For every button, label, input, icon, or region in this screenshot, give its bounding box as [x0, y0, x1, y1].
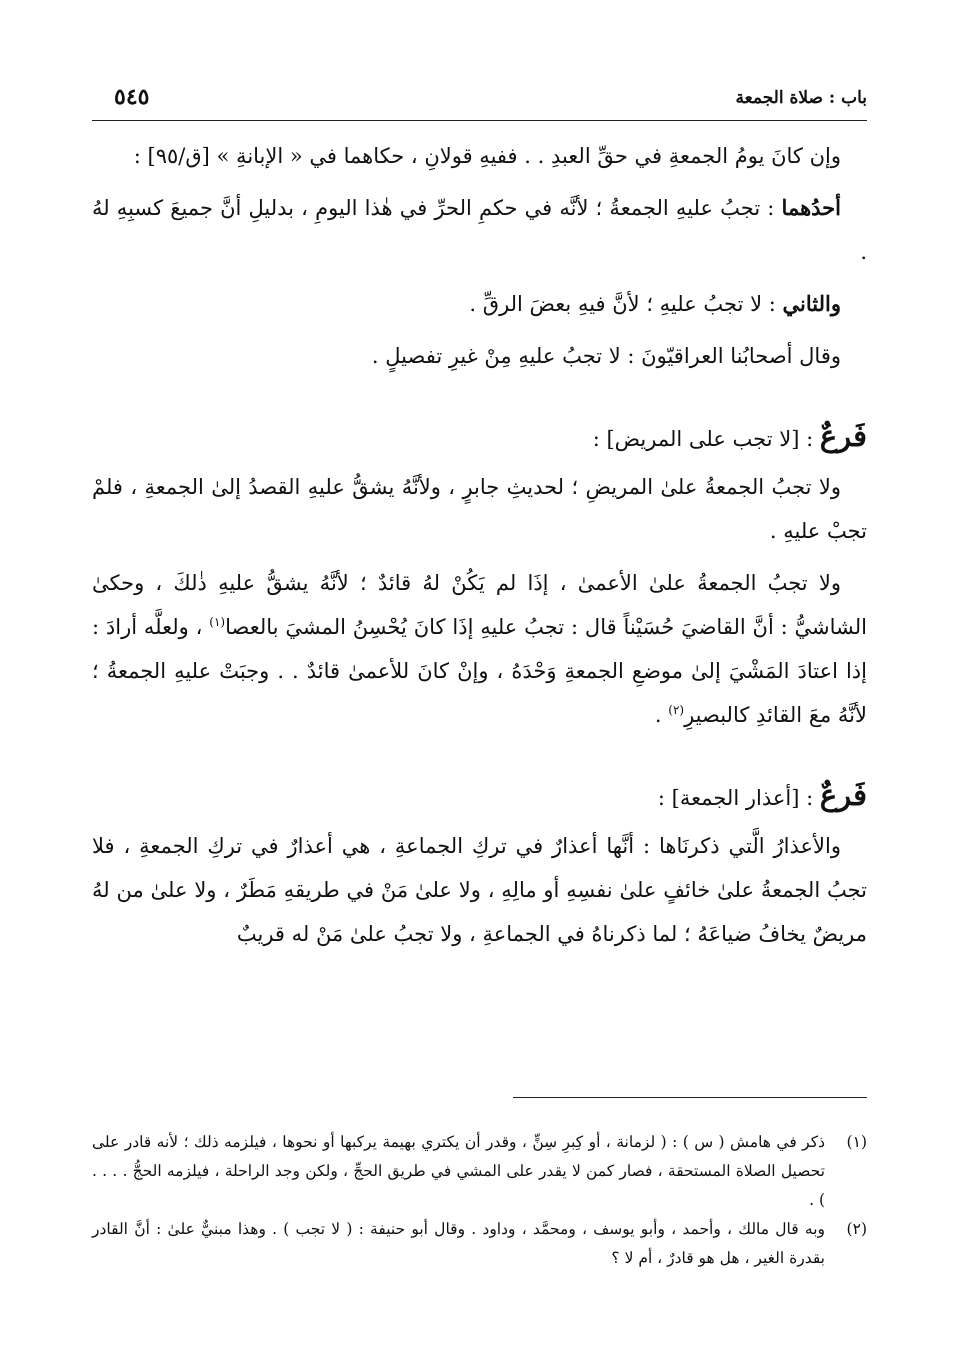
- section-heading-text: : [لا تجب على المريض] :: [592, 427, 820, 451]
- second-opinion-text: : لا تجبُ عليهِ ؛ لأنَّ فيهِ بعضَ الرقِّ .: [469, 292, 783, 316]
- section-heading-excuses: [92, 773, 867, 820]
- section-heading-sick: [92, 414, 867, 461]
- paragraph-excuses: والأعذارُ الَّتي ذكرنَاها : أنَّها أعذارٌ في تركِ الجماعةِ ، هي أعذارٌ في تركِ الجمعةِ ، فلا تجبُ الجمعةُ علىٰ خائفٍ علىٰ نفسِهِ أو مالِهِ ، ولا علىٰ مَنْ في طريقهِ مَطَرٌ ، ولا علىٰ من لهُ مريضٌ يخافُ ضياعَهُ ؛ لما ذكرناهُ في الجماعةِ ، ولا تجبُ علىٰ مَنْ له قريبٌ: [92, 834, 867, 946]
- paragraph-blind: [92, 561, 867, 737]
- footnote-divider: [513, 1097, 867, 1098]
- footnotes: [92, 1128, 867, 1273]
- footnote-item: [92, 1128, 867, 1215]
- footnote-number: (٢): [846, 1220, 867, 1238]
- fara-label: فَرعٌ: [819, 778, 867, 812]
- second-opinion-label: والثاني: [782, 291, 841, 316]
- paragraph-first-opinion: [92, 186, 867, 274]
- first-opinion-text: : تجبُ عليهِ الجمعةُ ؛ لأنَّه في حكمِ الحرِّ في هٰذا اليومِ ، بدليلِ أنَّ جميعَ كسبِهِ لهُ .: [92, 196, 867, 264]
- page-number: ٥٤٥: [114, 84, 150, 110]
- blind-text-part3: .: [654, 703, 669, 727]
- footnote-text: وبه قال مالك ، وأحمد ، وأبو يوسف ، ومحمَّد ، وداود . وقال أبو حنيفة : ( لا تجب ) . وهذا مبنيٌّ علىٰ : أنَّ القادر بقدرة الغير ، هل هو قادرٌ ، أم لا ؟: [92, 1220, 825, 1267]
- blind-text-part1: ولا تجبُ الجمعةُ علىٰ الأعمىٰ ، إذَا لم يَكُنْ لهُ قائدٌ ؛ لأنَّهُ يشقُّ عليهِ ذٰلكَ ، وحكىٰ الشاشيُّ : أنَّ القاضيَ حُسَيْناً قال : تجبُ عليهِ إذَا كانَ يُحْسِنُ المشيَ بالعصا: [92, 571, 867, 639]
- paragraph-iraqis: وقال أصحابُنا العراقيّونَ : لا تجبُ عليهِ مِنْ غيرِ تفصيلٍ .: [371, 344, 841, 368]
- chapter-title: باب : صلاة الجمعة: [735, 88, 867, 108]
- footnote-ref-2[interactable]: (٢): [668, 703, 685, 717]
- main-text: [92, 134, 867, 964]
- footnote-ref-1[interactable]: (١): [209, 615, 226, 629]
- footnote-item: [92, 1215, 867, 1273]
- paragraph-intro: وإن كانَ يومُ الجمعةِ في حقِّ العبدِ . . ففيهِ قولانِ ، حكاهما في « الإبانةِ » [ق/٩٥] :: [133, 144, 841, 168]
- section-heading-text: : [أعذار الجمعة] :: [657, 786, 820, 810]
- fara-label: فَرعٌ: [819, 419, 867, 453]
- first-opinion-label: أحدُهما: [781, 195, 841, 220]
- blind-text-part2: ، ولعلَّه أرادَ : إذا اعتادَ المَشْيَ إلىٰ موضعِ الجمعةِ وَحْدَهُ ، وإنْ كانَ للأعمىٰ قائدٌ . . وجبَتْ عليهِ الجمعةُ ؛ لأنَّهُ معَ القائدِ كالبصيرِ: [92, 615, 867, 727]
- footnote-number: (١): [846, 1133, 867, 1151]
- paragraph-second-opinion: [92, 282, 867, 326]
- running-header: [92, 84, 867, 121]
- paragraph-sick: ولا تجبُ الجمعةُ علىٰ المريضِ ؛ لحديثِ جابرٍ ، ولأنَّهُ يشقُّ عليهِ القصدُ إلىٰ الجمعةِ ، فلمْ تجبْ عليهِ .: [92, 475, 867, 543]
- footnote-text: ذكر في هامش ( س ) : ( لزمانة ، أو كِبرِ سِنٍّ ، وقدر أن يكتري بهيمة يركبها أو نحوها ، فيلزمه ذلك ؛ لأنه قادر على تحصيل الصلاة المستحقة ، فصار كمن لا يقدر على المشي في طريق الحجِّ ، ولكن وجد الراحلة ، فيلزمه الحجُّ . . . . ) .: [92, 1133, 825, 1209]
